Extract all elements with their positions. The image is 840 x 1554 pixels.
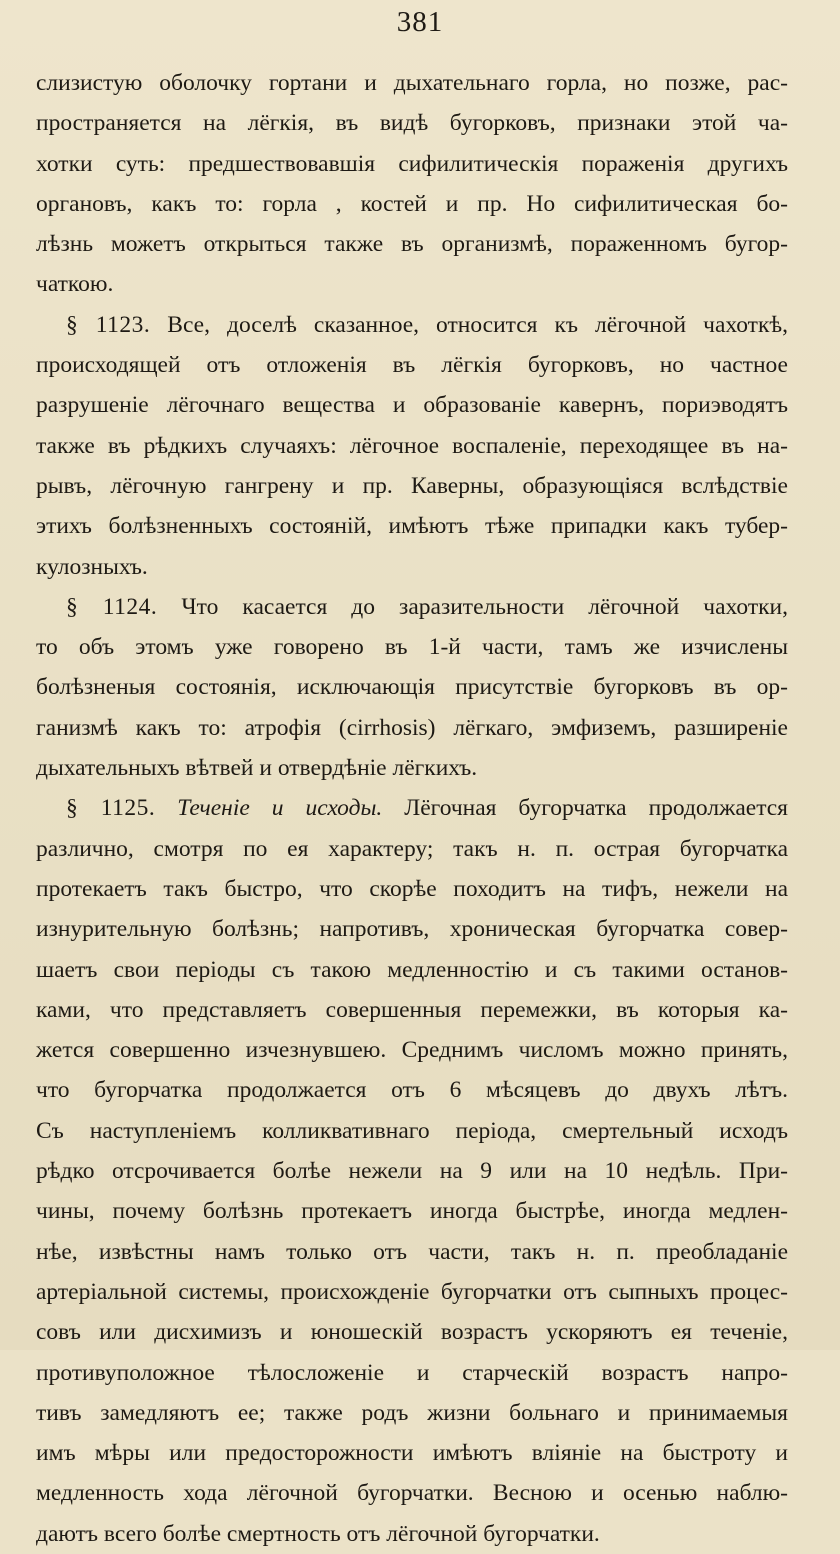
text-line: различно, смотря по ея характеру; такъ н. п. острая бугорчатка [36, 835, 788, 862]
text-line: рѣдко отсрочивается болѣе нежели на 9 или на 10 недѣль. При- [36, 1158, 788, 1185]
text-line: Съ наступленіемъ колликвативнаго періода, смертельный исходъ [36, 1117, 788, 1144]
text-line: дыхательныхъ вѣтвей и отвердѣніе лёгкихъ. [36, 755, 478, 782]
text-line: жется совершенно изчезнувшею. Среднимъ числомъ можно принять, [36, 1037, 788, 1064]
text-line: разрушеніе лёгочнаго вещества и образованіе кавернъ, пориэводятъ [36, 392, 788, 419]
text-line: совъ или дисхимизъ и юношескій возрастъ ускоряютъ ея теченіе, [36, 1319, 788, 1346]
text-line: чины, почему болѣзнь протекаетъ иногда быстрѣе, иногда медлен- [36, 1198, 788, 1225]
text-line: § 1123. Все, доселѣ сказанное, относится къ лёгочной чахоткѣ, [66, 311, 789, 338]
text-line: ганизмѣ какъ то: атрофія (cirrhosis) лёгкаго, эмфиземъ, разширеніе [36, 714, 788, 741]
text-line: этихъ болѣзненныхъ состояній, имѣютъ тѣже припадки какъ тубер- [36, 513, 788, 540]
text-line: что бугорчатка продолжается отъ 6 мѣсяцевъ до двухъ лѣтъ. [36, 1077, 788, 1104]
text-line: изнурительную болѣзнь; напротивъ, хроническая бугорчатка совер- [36, 916, 788, 943]
text-line: даютъ всего болѣе смертность отъ лёгочной бугорчатки. [36, 1520, 600, 1547]
text-line: слизистую оболочку гортани и дыхательнаго горла, но позже, рас- [36, 70, 788, 96]
text-line: имъ мѣры или предосторожности имѣютъ вліяніе на быстроту и [36, 1440, 788, 1467]
text-line: медленность хода лёгочной бугорчатки. Весною и осенью наблю- [36, 1480, 788, 1507]
body-text [36, 63, 788, 1554]
paragraph-number: § 1124. [66, 593, 158, 620]
text-line: протекаетъ такъ быстро, что скорѣе походитъ на тифъ, нежели на [36, 875, 788, 902]
paragraph-1124 [36, 587, 788, 788]
text-line: то объ этомъ уже говорено въ 1-й части, тамъ же изчислены [36, 634, 788, 661]
text-line: кулозныхъ. [36, 553, 148, 580]
text-line: также въ рѣдкихъ случаяхъ: лёгочное воспаленіе, переходящее въ на- [36, 432, 788, 459]
paragraph-number: § 1125. [66, 795, 156, 822]
paragraph-continuation [36, 63, 788, 305]
paragraph-1123 [36, 305, 788, 587]
paragraph-1125 [36, 788, 788, 1554]
page-number: 381 [396, 6, 444, 38]
text-line: происходящей отъ отложенія въ лёгкія бугорковъ, но частное [36, 352, 788, 379]
text-line: шаетъ свои періоды съ такою медленностію и съ такими останов- [36, 956, 788, 983]
text-line: артеріальной системы, происхожденіе бугорчатки отъ сыпныхъ процес- [36, 1278, 788, 1305]
text-line: тивъ замедляютъ ее; также родъ жизни больнаго и принимаемыя [36, 1399, 788, 1426]
text-line: лѣзнь можетъ открыться также въ организмѣ, пораженномъ бугор- [36, 231, 788, 258]
text-line: болѣзненыя состоянія, исключающія присутствіе бугорковъ въ ор- [36, 674, 788, 701]
text-line: § 1124. Что касается до заразительности лёгочной чахотки, [66, 593, 788, 620]
text-line: чаткою. [36, 271, 114, 298]
text-line: § 1125. Теченіе и исходы. Лёгочная бугорчатка продолжается [66, 795, 788, 822]
text-line: ками, что представляетъ совершенныя перемежки, въ которыя ка- [36, 996, 788, 1023]
section-heading: Теченіе и исходы. [177, 795, 383, 822]
text-line: пространяется на лёгкія, въ видѣ бугорковъ, признаки этой ча- [36, 110, 788, 137]
paragraph-number: § 1123. [66, 311, 151, 338]
text-line: органовъ, какъ то: горла , костей и пр. Но сифилитическая бо- [36, 190, 788, 217]
text-line: нѣе, извѣстны намъ только отъ части, такъ н. п. преобладаніе [36, 1238, 788, 1265]
text-line: рывъ, лёгочную гангрену и пр. Каверны, образующіяся вслѣдствіе [36, 472, 788, 499]
text-line: противуположное тѣлосложеніе и старческій возрастъ напро- [36, 1359, 788, 1386]
text-line: хотки суть: предшествовавшія сифилитическія пораженія другихъ [36, 150, 788, 177]
